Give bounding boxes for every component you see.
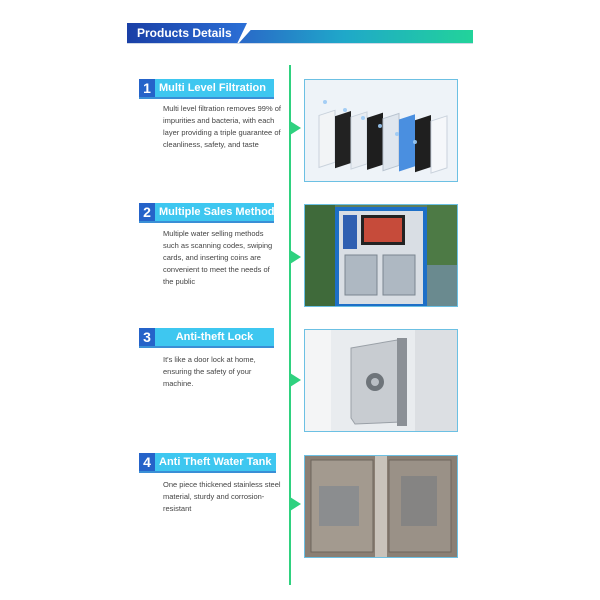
- water-tank-image: [304, 455, 458, 558]
- section-title: Multiple Sales Methods: [155, 203, 274, 221]
- section-underline: [139, 97, 274, 99]
- section-underline: [139, 221, 274, 223]
- section-number-badge: 3: [139, 328, 155, 346]
- timeline-arrow-4: [290, 497, 301, 511]
- vending-machine-image: [304, 204, 458, 307]
- section-title: Anti-theft Lock: [155, 328, 274, 346]
- page-title: Products Details: [137, 26, 232, 40]
- timeline-arrow-1: [290, 121, 301, 135]
- header-divider: [127, 43, 473, 44]
- section-description: One piece thickened stainless steel material, sturdy and corrosion-resistant: [163, 480, 281, 513]
- door-lock-image: [304, 329, 458, 432]
- section-header-banner: [127, 23, 473, 43]
- section-title: Anti Theft Water Tank: [155, 453, 276, 471]
- section-title: Multi Level Filtration: [155, 79, 274, 97]
- section-number-badge: 2: [139, 203, 155, 221]
- filter-layers-image: [304, 79, 458, 182]
- timeline-arrow-3: [290, 373, 301, 387]
- header-gradient-bar: [239, 30, 473, 43]
- section-description: It's like a door lock at home, ensuring the safety of your machine.: [163, 355, 256, 388]
- section-underline: [139, 471, 276, 473]
- section-number-badge: 1: [139, 79, 155, 97]
- section-description: Multi level filtration removes 99% of impurities and bacteria, with each layer providing a triple guarantee of cleanliness, safety, and taste: [163, 104, 281, 149]
- section-underline: [139, 346, 274, 348]
- section-number-badge: 4: [139, 453, 155, 471]
- timeline-arrow-2: [290, 250, 301, 264]
- section-description: Multiple water selling methods such as scanning codes, swiping cards, and inserting coins are convenient to meet the needs of the public: [163, 229, 273, 286]
